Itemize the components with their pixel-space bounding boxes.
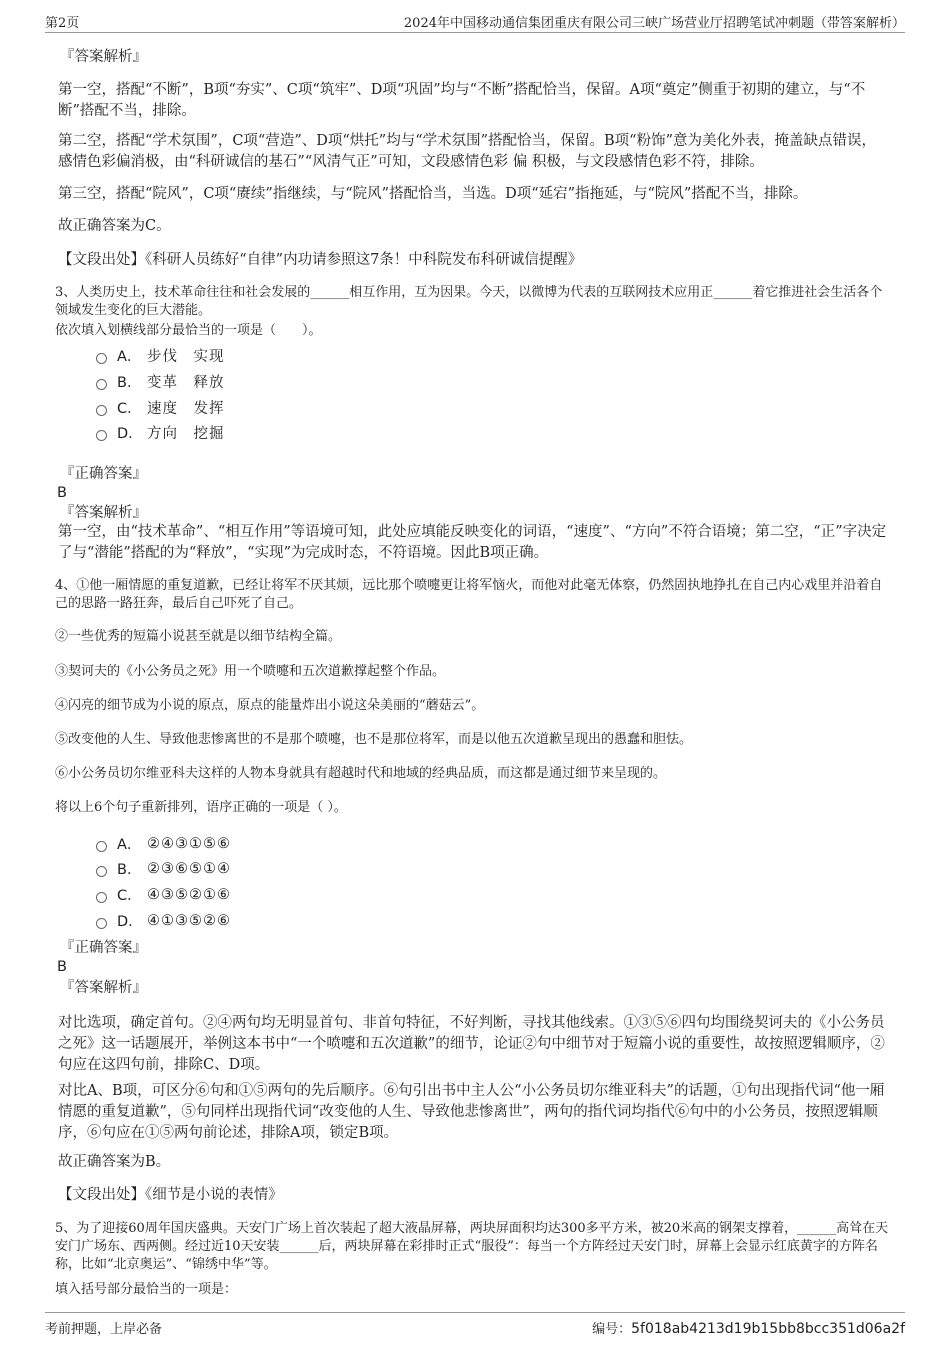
q4-source: 【文段出处】《细节是小说的表情》 bbox=[58, 1187, 283, 1203]
q3-option-c[interactable] bbox=[96, 397, 225, 418]
q4-option-b[interactable] bbox=[96, 858, 231, 879]
page-footer bbox=[45, 1312, 905, 1337]
q4-analysis-title: 『答案解析』 bbox=[60, 980, 147, 996]
option-letter: A． bbox=[117, 837, 142, 853]
q4-conclusion: 故正确答案为B。 bbox=[58, 1154, 171, 1170]
q2-analysis-title: 『答案解析』 bbox=[60, 49, 147, 65]
radio-icon[interactable] bbox=[96, 353, 107, 364]
radio-icon[interactable] bbox=[96, 430, 107, 441]
option-letter: A． bbox=[117, 349, 142, 365]
q3-stem: 3、人类历史上，技术革命往往和社会发展的______相互作用，互为因果。今天，以微博为代表的互联网技术应用正______着它推进社会生活各个领域发生变化的巨大潜能。 bbox=[55, 285, 883, 318]
q4-sentence-4: ④闪亮的细节成为小说的原点，原点的能量炸出小说这朵美丽的“蘑菇云”。 bbox=[55, 698, 485, 713]
q4-stem: 4、①他一厢情愿的重复道歉，已经让将军不厌其烦，远比那个喷嚏更让将军恼火，而他对此毫无体察，仍然固执地挣扎在自己内心戏里并沿着自己的思路一路狂奔，最后自己吓死了自己。 bbox=[55, 578, 883, 611]
q4-sentence-5: ⑤改变他的人生、导致他悲惨离世的不是那个喷嚏，也不是那位将军，而是以他五次道歉呈现出的愚蠢和胆怯。 bbox=[55, 732, 693, 747]
radio-icon[interactable] bbox=[96, 379, 107, 390]
q5-stem: 5、为了迎接60周年国庆盛典。天安门广场上首次装起了超大液晶屏幕，两块屏面积均达300多平方米，被20米高的钢架支撑着，______高耸在天安门广场东、西两侧。经过近10天安装______后，两块屏幕在彩排时正式“服役”：每当一个方阵经过天安门时，屏幕上会显示红底黄字的方阵名称，比如“北京奥运”、“锦绣中华”等。 bbox=[55, 1221, 889, 1272]
page-header bbox=[45, 12, 905, 33]
q3-prompt: 依次填入划横线部分最恰当的一项是（ ）。 bbox=[55, 323, 322, 338]
option-letter: B． bbox=[117, 375, 142, 391]
q4-prompt: 将以上6个句子重新排列，语序正确的一项是（ ）。 bbox=[55, 800, 347, 815]
q3-option-b[interactable] bbox=[96, 371, 225, 392]
q3-analysis: 第一空，由“技术革命”、“相互作用”等语境可知，此处应填能反映变化的词语，“速度”、“方向”不符合语境；第二空，“正”字决定了与“潜能”搭配的为“释放”，“实现”为完成时态，不符语境。因此B项正确。 bbox=[58, 524, 887, 561]
radio-icon[interactable] bbox=[96, 866, 107, 877]
q3-option-d[interactable] bbox=[96, 422, 225, 443]
code-label: 编号： bbox=[592, 1322, 632, 1337]
q2-analysis-p2: 第二空，搭配“学术氛围”，C项“营造”、D项“烘托”均与“学术氛围”搭配恰当，保留。B项“粉饰”意为美化外表，掩盖缺点错误，感情色彩偏消极，由“科研诚信的基石”“风清气正”可知，文段感情色彩 偏 积极，与文段感情色彩不符，排除。 bbox=[58, 133, 876, 170]
q3-analysis-title: 『答案解析』 bbox=[60, 505, 147, 521]
radio-icon[interactable] bbox=[96, 918, 107, 929]
q4-analysis-p2: 对比A、B项，可区分⑥句和①⑤两句的先后顺序。⑥句引出书中主人公“小公务员切尔维亚科夫”的话题，①句出现指代词“他一厢情愿的重复道歉”，⑤句同样出现指代词“改变他的人生、导致他悲惨离世”，两句的指代词均指代⑥句中的小公务员，按照逻辑顺序，⑥句应在①⑤两句前论述，排除A项，锁定B项。 bbox=[58, 1083, 885, 1141]
q4-sentence-6: ⑥小公务员切尔维亚科夫这样的人物本身就具有超越时代和地域的经典品质，而这都是通过细节来呈现的。 bbox=[55, 766, 667, 781]
q4-option-a[interactable] bbox=[96, 833, 231, 854]
option-text: ④③⑤②①⑥ bbox=[147, 886, 231, 903]
radio-icon[interactable] bbox=[96, 841, 107, 852]
q2-analysis-p3: 第三空，搭配“院风”，C项“赓续”指继续，与“院风”搭配恰当，当选。D项“延宕”指拖延，与“院风”搭配不当，排除。 bbox=[58, 186, 808, 202]
footer-slogan: 考前押题，上岸必备 bbox=[45, 1322, 163, 1337]
option-letter: C． bbox=[117, 401, 142, 417]
page-number: 第2页 bbox=[45, 16, 80, 31]
q2-conclusion: 故正确答案为C。 bbox=[58, 218, 171, 234]
q4-analysis-p1: 对比选项，确定首句。②④两句均无明显首句、非首句特征，不好判断，寻找其他线索。①③⑤⑥四句均围绕契诃夫的《小公务员之死》这一话题展开，举例这本书中“一个喷嚏和五次道歉”的细节，论证②句中细节对于短篇小说的重要性，故按照逻辑顺序，②句应在这四句前，排除C、D项。 bbox=[58, 1015, 885, 1073]
code-value: 5f018ab4213d19b15bb8bcc351d06a2f bbox=[631, 1321, 905, 1337]
q5-prompt: 填入括号部分最恰当的一项是： bbox=[55, 1282, 238, 1297]
q4-answer: B bbox=[57, 959, 67, 975]
q4-sentence-3: ③契诃夫的《小公务员之死》用一个喷嚏和五次道歉撑起整个作品。 bbox=[55, 664, 446, 679]
option-text: 步伐 实现 bbox=[147, 349, 225, 365]
document-code bbox=[592, 1318, 905, 1337]
option-text: ②③⑥⑤①④ bbox=[147, 860, 231, 877]
q3-answer-title: 『正确答案』 bbox=[60, 466, 147, 482]
radio-icon[interactable] bbox=[96, 892, 107, 903]
option-text: ④①③⑤②⑥ bbox=[147, 912, 231, 929]
q2-analysis-p1: 第一空，搭配“不断”，B项“夯实”、C项“筑牢”、D项“巩固”均与“不断”搭配恰当，保留。A项“奠定”侧重于初期的建立，与“不断”搭配不当，排除。 bbox=[58, 82, 866, 119]
radio-icon[interactable] bbox=[96, 405, 107, 416]
q4-sentence-2: ②一些优秀的短篇小说甚至就是以细节结构全篇。 bbox=[55, 629, 342, 644]
q3-option-a[interactable] bbox=[96, 345, 225, 366]
option-text: 变革 释放 bbox=[147, 375, 225, 391]
q4-option-c[interactable] bbox=[96, 884, 231, 905]
q4-answer-title: 『正确答案』 bbox=[60, 940, 147, 956]
document-title: 2024年中国移动通信集团重庆有限公司三峡广场营业厅招聘笔试冲刺题（带答案解析） bbox=[403, 16, 905, 31]
option-letter: D． bbox=[117, 914, 143, 930]
option-letter: B． bbox=[117, 862, 142, 878]
option-text: 速度 发挥 bbox=[147, 401, 225, 417]
q4-option-d[interactable] bbox=[96, 910, 231, 931]
option-text: 方向 挖掘 bbox=[147, 426, 225, 442]
q3-answer: B bbox=[57, 485, 67, 501]
q2-source: 【文段出处】《科研人员练好“自律”内功请参照这7条！中科院发布科研诚信提醒》 bbox=[58, 252, 583, 268]
option-text: ②④③①⑤⑥ bbox=[147, 835, 231, 852]
option-letter: D． bbox=[117, 426, 143, 442]
option-letter: C． bbox=[117, 888, 142, 904]
